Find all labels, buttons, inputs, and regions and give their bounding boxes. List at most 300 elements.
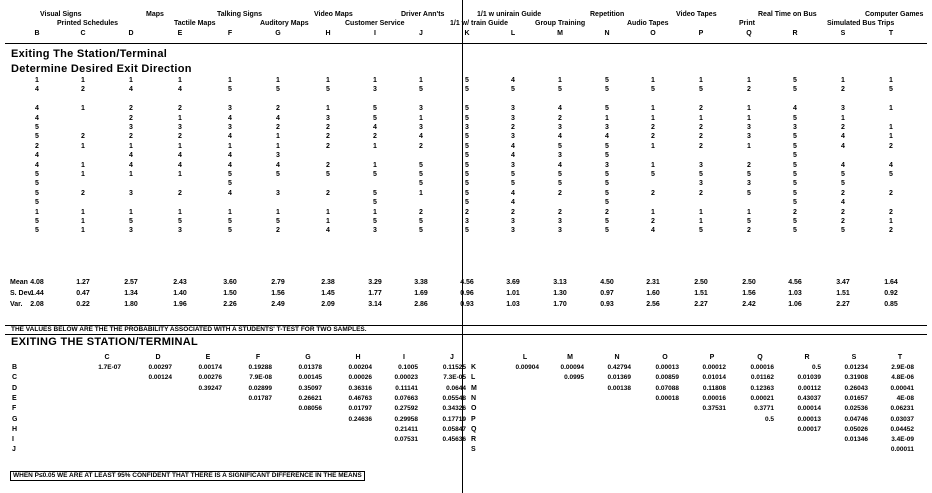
data-cell: 4 xyxy=(511,142,515,150)
ttest-row-label: M xyxy=(471,384,477,392)
data-cell: 1 xyxy=(81,171,85,178)
ttest-column-letter: H xyxy=(355,354,361,361)
ttest-value: 0.06231 xyxy=(890,405,914,413)
data-cell: 2 xyxy=(35,142,39,150)
stat-value: 2.26 xyxy=(223,301,237,308)
data-cell: 5 xyxy=(605,189,609,197)
data-cell: 1 xyxy=(81,208,85,216)
data-cell: 4 xyxy=(35,161,39,169)
data-cell: 1 xyxy=(276,133,280,141)
data-cell: 4 xyxy=(178,161,182,169)
data-cell: 1 xyxy=(81,77,85,84)
data-cell: 1 xyxy=(326,208,330,216)
data-cell: 4 xyxy=(129,152,133,160)
ttest-value: 0.00145 xyxy=(298,374,322,382)
data-cell: 1 xyxy=(373,161,377,169)
column-letter: P xyxy=(698,30,704,37)
data-cell: 5 xyxy=(35,218,39,225)
data-cell: 2 xyxy=(841,218,845,225)
stat-value: 2.49 xyxy=(271,301,285,308)
ttest-value: 0.00018 xyxy=(655,394,679,402)
data-cell: 1 xyxy=(228,142,232,150)
data-cell: 2 xyxy=(465,208,469,216)
data-cell: 5 xyxy=(841,171,845,178)
ttest-value: 0.01346 xyxy=(844,436,868,444)
data-cell: 2 xyxy=(793,208,797,216)
data-cell: 5 xyxy=(558,142,562,150)
header-label: Real Time on Bus xyxy=(758,11,817,18)
data-cell: 1 xyxy=(841,114,845,122)
data-cell: 1 xyxy=(326,105,330,113)
ttest-column-letter: D xyxy=(155,354,161,361)
stat-label: S. Dev. xyxy=(10,290,33,297)
data-cell: 5 xyxy=(465,86,469,94)
data-cell: 5 xyxy=(228,218,232,225)
ttest-value: 0.01162 xyxy=(750,374,774,382)
data-cell: 5 xyxy=(373,199,377,207)
ttest-value: 0.27592 xyxy=(394,405,418,413)
ttest-value: 0.46763 xyxy=(348,394,372,402)
ttest-value: 0.00904 xyxy=(515,364,539,371)
data-cell: 5 xyxy=(605,199,609,207)
data-cell: 3 xyxy=(373,227,377,235)
ttest-column-letter: L xyxy=(522,354,528,361)
data-cell: 2 xyxy=(511,208,515,216)
data-cell: 2 xyxy=(651,218,655,225)
data-cell: 2 xyxy=(747,227,751,235)
ttest-value: 0.05548 xyxy=(442,394,466,402)
ttest-value: 0.0644 xyxy=(446,384,466,392)
ttest-value: 3.4E-09 xyxy=(891,436,914,444)
data-cell: 2 xyxy=(178,189,182,197)
data-cell: 5 xyxy=(419,86,423,94)
data-cell: 5 xyxy=(793,218,797,225)
data-cell: 1 xyxy=(747,77,751,84)
stat-value: 0.22 xyxy=(76,301,90,308)
stat-value: 1.51 xyxy=(694,290,708,297)
data-cell: 5 xyxy=(35,227,39,235)
ttest-column-letter: R xyxy=(804,354,810,361)
ttest-value: 0.00094 xyxy=(560,364,584,371)
data-cell: 1 xyxy=(228,208,232,216)
data-cell: 3 xyxy=(228,124,232,131)
ttest-value: 0.5 xyxy=(764,415,774,423)
ttest-value: 0.00174 xyxy=(198,364,222,371)
stat-value: 2.57 xyxy=(124,279,138,286)
data-cell: 1 xyxy=(373,77,377,84)
data-cell: 2 xyxy=(373,133,377,141)
ttest-value: 0.00138 xyxy=(607,384,631,392)
data-cell: 1 xyxy=(747,105,751,113)
header-label: 1/1 w/ train Guide xyxy=(450,20,508,27)
data-cell: 5 xyxy=(605,171,609,178)
ttest-row-label: N xyxy=(471,394,477,402)
data-cell: 2 xyxy=(326,124,330,131)
data-cell: 2 xyxy=(178,133,182,141)
ttest-value: 0.00021 xyxy=(750,394,774,402)
ttest-value: 4.8E-06 xyxy=(891,374,914,382)
data-cell: 1 xyxy=(35,77,39,84)
ttest-row-label: P xyxy=(471,415,476,423)
data-cell: 5 xyxy=(465,199,469,207)
data-cell: 2 xyxy=(326,133,330,141)
ttest-value: 0.17719 xyxy=(442,415,466,423)
ttest-column-letter: T xyxy=(897,354,903,361)
data-cell: 5 xyxy=(373,114,377,122)
data-cell: 1 xyxy=(651,142,655,150)
ttest-value: 0.01014 xyxy=(702,374,726,382)
ttest-value: 0.00013 xyxy=(797,415,821,423)
data-cell: 5 xyxy=(605,86,609,94)
data-cell: 4 xyxy=(511,152,515,160)
data-cell: 5 xyxy=(419,161,423,169)
ttest-column-letter: M xyxy=(567,354,573,361)
ttest-value: 0.31908 xyxy=(844,374,868,382)
ttest-value: 0.00297 xyxy=(148,364,172,371)
data-cell: 5 xyxy=(793,142,797,150)
ttest-value: 0.11808 xyxy=(702,384,726,392)
ttest-value: 0.43037 xyxy=(797,394,821,402)
data-cell: 5 xyxy=(605,180,609,188)
ttest-row-label: S xyxy=(471,446,476,454)
stat-value: 1.44 xyxy=(30,290,44,297)
data-cell: 4 xyxy=(35,152,39,160)
data-cell: 1 xyxy=(699,77,703,84)
ttest-value: 0.3771 xyxy=(754,405,774,413)
column-letter: D xyxy=(128,30,134,37)
stat-value: 2.42 xyxy=(742,301,756,308)
data-cell: 4 xyxy=(889,161,893,169)
ttest-value: 0.04452 xyxy=(890,425,914,433)
stat-value: 1.40 xyxy=(173,290,187,297)
stat-value: 1.30 xyxy=(553,290,567,297)
data-cell: 5 xyxy=(699,171,703,178)
data-cell: 1 xyxy=(129,171,133,178)
ttest-value: 0.04746 xyxy=(844,415,868,423)
stat-value: 0.93 xyxy=(600,301,614,308)
data-cell: 5 xyxy=(558,86,562,94)
ttest-value: 0.24636 xyxy=(348,415,372,423)
data-cell: 3 xyxy=(276,152,280,160)
ttest-value: 0.03037 xyxy=(890,415,914,423)
data-cell: 2 xyxy=(511,124,515,131)
stat-value: 4.56 xyxy=(788,279,802,286)
header-label: Visual Signs xyxy=(40,11,82,18)
data-cell: 1 xyxy=(747,142,751,150)
data-cell: 1 xyxy=(605,114,609,122)
data-cell: 1 xyxy=(699,208,703,216)
data-cell: 1 xyxy=(373,142,377,150)
data-cell: 5 xyxy=(465,142,469,150)
data-cell: 3 xyxy=(178,227,182,235)
data-cell: 1 xyxy=(419,189,423,197)
data-cell: 2 xyxy=(699,189,703,197)
data-cell: 4 xyxy=(419,133,423,141)
ttest-value: 0.19288 xyxy=(248,364,272,371)
data-cell: 1 xyxy=(419,114,423,122)
ttest-column-letter: G xyxy=(305,354,311,361)
data-cell: 3 xyxy=(419,124,423,131)
ttest-value: 0.00204 xyxy=(348,364,372,371)
data-cell: 3 xyxy=(129,124,133,131)
stat-value: 1.80 xyxy=(124,301,138,308)
column-letter: K xyxy=(464,30,470,37)
data-cell: 3 xyxy=(558,152,562,160)
data-cell: 5 xyxy=(605,142,609,150)
stat-value: 1.03 xyxy=(788,290,802,297)
data-cell: 2 xyxy=(841,86,845,94)
data-cell: 1 xyxy=(651,161,655,169)
ttest-value: 7.9E-08 xyxy=(249,374,272,382)
data-cell: 3 xyxy=(558,124,562,131)
column-letter: O xyxy=(650,30,656,37)
data-cell: 5 xyxy=(651,86,655,94)
subtitle: Determine Desired Exit Direction xyxy=(11,63,192,75)
data-cell: 1 xyxy=(129,208,133,216)
ttest-column-letter: E xyxy=(205,354,211,361)
data-cell: 2 xyxy=(841,124,845,131)
data-cell: 2 xyxy=(747,161,751,169)
stat-value: 2.08 xyxy=(30,301,44,308)
data-cell: 1 xyxy=(81,142,85,150)
data-cell: 3 xyxy=(228,105,232,113)
data-cell: 1 xyxy=(889,218,893,225)
ttest-value: 0.36316 xyxy=(348,384,372,392)
data-cell: 3 xyxy=(605,124,609,131)
column-letter: T xyxy=(888,30,894,37)
ttest-value: 0.01234 xyxy=(844,364,868,371)
header-label: Customer Service xyxy=(345,20,405,27)
stat-value: 1.45 xyxy=(321,290,335,297)
data-cell: 5 xyxy=(511,171,515,178)
data-cell: 5 xyxy=(228,227,232,235)
data-cell: 3 xyxy=(178,124,182,131)
data-cell: 5 xyxy=(373,189,377,197)
data-cell: 5 xyxy=(889,171,893,178)
data-cell: 3 xyxy=(699,180,703,188)
stat-value: 0.96 xyxy=(460,290,474,297)
stat-value: 2.50 xyxy=(694,279,708,286)
data-cell: 2 xyxy=(747,86,751,94)
data-cell: 1 xyxy=(326,77,330,84)
data-cell: 1 xyxy=(276,77,280,84)
ttest-value: 0.00112 xyxy=(797,384,821,392)
ttest-value: 0.00026 xyxy=(348,374,372,382)
data-cell: 5 xyxy=(651,171,655,178)
data-cell: 1 xyxy=(747,114,751,122)
data-cell: 2 xyxy=(651,124,655,131)
data-cell: 2 xyxy=(81,86,85,94)
ttest-value: 0.12363 xyxy=(750,384,774,392)
data-cell: 4 xyxy=(35,105,39,113)
data-cell: 1 xyxy=(178,208,182,216)
data-cell: 5 xyxy=(605,77,609,84)
column-letter: F xyxy=(227,30,233,37)
data-cell: 3 xyxy=(558,227,562,235)
data-cell: 5 xyxy=(465,105,469,113)
data-cell: 2 xyxy=(699,133,703,141)
stat-value: 1.51 xyxy=(836,290,850,297)
ttest-value: 0.11525 xyxy=(442,364,466,371)
data-cell: 5 xyxy=(35,180,39,188)
data-cell: 1 xyxy=(841,77,845,84)
ttest-value: 0.26621 xyxy=(298,394,322,402)
data-cell: 3 xyxy=(747,133,751,141)
ttest-row-label: C xyxy=(12,374,18,382)
data-cell: 5 xyxy=(793,161,797,169)
data-cell: 1 xyxy=(81,218,85,225)
ttest-value: 0.39247 xyxy=(198,384,222,392)
data-cell: 4 xyxy=(841,133,845,141)
data-cell: 4 xyxy=(511,199,515,207)
data-cell: 3 xyxy=(465,218,469,225)
data-cell: 5 xyxy=(326,171,330,178)
data-cell: 5 xyxy=(793,152,797,160)
ttest-column-letter: S xyxy=(851,354,857,361)
data-cell: 1 xyxy=(651,114,655,122)
stat-value: 0.85 xyxy=(884,301,898,308)
data-cell: 2 xyxy=(558,114,562,122)
stat-value: 3.60 xyxy=(223,279,237,286)
data-cell: 4 xyxy=(651,227,655,235)
stat-value: 3.29 xyxy=(368,279,382,286)
ttest-value: 0.00012 xyxy=(702,364,726,371)
stat-value: 1.50 xyxy=(223,290,237,297)
data-cell: 4 xyxy=(228,133,232,141)
data-cell: 5 xyxy=(465,133,469,141)
data-cell: 3 xyxy=(129,189,133,197)
ttest-row-label: D xyxy=(12,384,18,392)
data-cell: 5 xyxy=(419,171,423,178)
data-cell: 5 xyxy=(699,227,703,235)
stat-value: 1.56 xyxy=(271,290,285,297)
stat-value: 2.27 xyxy=(836,301,850,308)
data-cell: 4 xyxy=(511,189,515,197)
data-cell: 5 xyxy=(419,180,423,188)
header-label: Tactile Maps xyxy=(174,20,216,27)
column-letter: E xyxy=(177,30,183,37)
ttest-column-letter: F xyxy=(255,354,261,361)
data-cell: 5 xyxy=(793,86,797,94)
data-cell: 1 xyxy=(81,161,85,169)
stat-value: 3.69 xyxy=(506,279,520,286)
ttest-column-letter: Q xyxy=(757,354,763,361)
data-cell: 3 xyxy=(276,189,280,197)
header-rule xyxy=(5,43,927,44)
data-cell: 1 xyxy=(699,114,703,122)
data-cell: 2 xyxy=(326,189,330,197)
ttest-value: 0.00017 xyxy=(797,425,821,433)
data-cell: 5 xyxy=(605,227,609,235)
data-cell: 1 xyxy=(178,171,182,178)
ttest-value: 0.02536 xyxy=(844,405,868,413)
ttest-value: 0.0995 xyxy=(564,374,584,382)
data-cell: 1 xyxy=(178,142,182,150)
ttest-value: 0.08056 xyxy=(298,405,322,413)
data-cell: 5 xyxy=(511,86,515,94)
header-label: Auditory Maps xyxy=(260,20,309,27)
header-label: Simulated Bus Trips xyxy=(827,20,895,27)
ttest-value: 7.3E-05 xyxy=(443,374,466,382)
data-cell: 4 xyxy=(178,86,182,94)
data-cell: 5 xyxy=(793,227,797,235)
data-cell: 2 xyxy=(889,142,893,150)
data-cell: 2 xyxy=(651,133,655,141)
data-cell: 5 xyxy=(35,199,39,207)
ttest-value: 0.01378 xyxy=(298,364,322,371)
ttest-value: 0.34326 xyxy=(442,405,466,413)
data-cell: 4 xyxy=(841,199,845,207)
data-cell: 2 xyxy=(605,208,609,216)
data-cell: 1 xyxy=(276,208,280,216)
ttest-row-label: I xyxy=(12,436,14,444)
ttest-value: 0.45636 xyxy=(442,436,466,444)
ttest-value: 0.00859 xyxy=(655,374,679,382)
data-cell: 5 xyxy=(465,189,469,197)
data-cell: 5 xyxy=(605,152,609,160)
data-cell: 1 xyxy=(889,124,893,131)
header-label: Video Maps xyxy=(314,11,353,18)
ttest-value: 0.00016 xyxy=(750,364,774,371)
data-cell: 4 xyxy=(558,105,562,113)
data-cell: 1 xyxy=(889,77,893,84)
stat-value: 2.38 xyxy=(321,279,335,286)
stat-value: 2.31 xyxy=(646,279,660,286)
data-cell: 5 xyxy=(747,218,751,225)
stat-value: 1.64 xyxy=(884,279,898,286)
data-cell: 5 xyxy=(793,171,797,178)
section-title: Exiting The Station/Terminal xyxy=(11,48,168,60)
column-letter: C xyxy=(80,30,86,37)
data-cell: 5 xyxy=(605,105,609,113)
data-cell: 2 xyxy=(558,208,562,216)
stat-value: 0.97 xyxy=(600,290,614,297)
data-cell: 2 xyxy=(129,105,133,113)
data-cell: 5 xyxy=(605,218,609,225)
stat-value: 1.69 xyxy=(414,290,428,297)
data-cell: 5 xyxy=(228,171,232,178)
column-letter: Q xyxy=(746,30,752,37)
data-cell: 4 xyxy=(558,161,562,169)
data-cell: 1 xyxy=(228,77,232,84)
ttest-value: 0.42794 xyxy=(607,364,631,371)
data-cell: 1 xyxy=(651,208,655,216)
header-label: Print xyxy=(739,20,755,27)
data-cell: 1 xyxy=(419,77,423,84)
data-cell: 2 xyxy=(326,142,330,150)
data-cell: 1 xyxy=(889,105,893,113)
data-cell: 1 xyxy=(699,218,703,225)
data-cell: 4 xyxy=(178,152,182,160)
data-cell: 1 xyxy=(35,208,39,216)
data-cell: 2 xyxy=(81,133,85,141)
data-cell: 3 xyxy=(511,161,515,169)
data-cell: 3 xyxy=(511,114,515,122)
data-cell: 5 xyxy=(558,180,562,188)
footer-note: WHEN P≤0.05 WE ARE AT LEAST 95% CONFIDENT THAT THERE IS A SIGNIFICANT DIFFERENCE IN THE MEANS xyxy=(10,471,365,481)
data-cell: 5 xyxy=(465,152,469,160)
header-label: Audio Tapes xyxy=(627,20,669,27)
data-cell: 2 xyxy=(699,105,703,113)
data-cell: 4 xyxy=(841,142,845,150)
data-cell: 2 xyxy=(841,208,845,216)
stat-value: 2.09 xyxy=(321,301,335,308)
data-cell: 1 xyxy=(326,218,330,225)
data-cell: 3 xyxy=(511,105,515,113)
data-cell: 3 xyxy=(747,180,751,188)
data-cell: 3 xyxy=(841,105,845,113)
data-cell: 5 xyxy=(419,227,423,235)
